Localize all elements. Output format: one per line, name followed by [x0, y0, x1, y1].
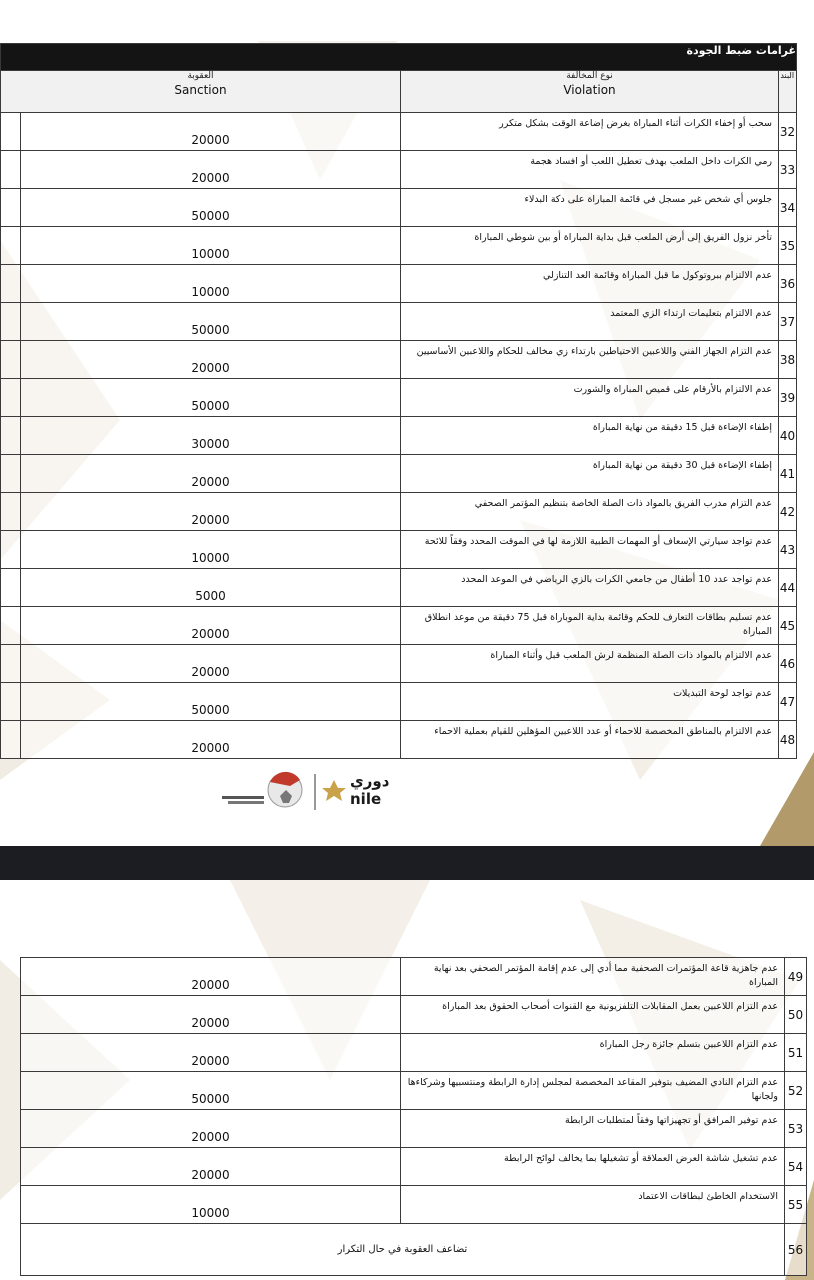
sanction-header-ar: العقوبة	[187, 71, 214, 81]
row-number: 51	[785, 1034, 807, 1072]
blank-cell	[1, 569, 21, 607]
blank-cell	[1, 341, 21, 379]
violation-text: عدم التزام اللاعبين بتسلم جائزة رجل المباراة	[401, 1034, 785, 1072]
table-row	[1, 455, 797, 493]
sanction-value: 50000	[21, 379, 401, 417]
sanction-value: 20000	[21, 341, 401, 379]
sanction-value: 20000	[21, 721, 401, 759]
table-row	[21, 958, 807, 996]
table-row	[1, 721, 797, 759]
page-separator-band	[0, 846, 814, 880]
league-logo-latin: nile	[350, 790, 382, 808]
row-number: 32	[779, 113, 797, 151]
sanction-value: 20000	[21, 607, 401, 645]
row-number: 34	[779, 189, 797, 227]
table-row	[21, 996, 807, 1034]
table-row-repeat	[21, 1224, 807, 1276]
sanction-value: 50000	[21, 1072, 401, 1110]
row-number: 44	[779, 569, 797, 607]
row-number: 55	[785, 1186, 807, 1224]
violation-text: عدم الالتزام بتعليمات ارتداء الزي المعتمد	[401, 303, 779, 341]
table-row	[1, 417, 797, 455]
table-title-row	[1, 44, 797, 71]
violation-text: عدم التزام الجهاز الفني واللاعبين الاحتياطين بارتداء زي مخالف للحكام واللاعبين الأساسيين	[401, 341, 779, 379]
row-number: 56	[785, 1224, 807, 1276]
top-margin	[0, 0, 814, 41]
fines-table-part2	[20, 957, 807, 1276]
sanction-value: 5000	[21, 569, 401, 607]
table-row	[1, 379, 797, 417]
row-number: 53	[785, 1110, 807, 1148]
row-number: 47	[779, 683, 797, 721]
sanction-value: 20000	[21, 958, 401, 996]
blank-cell	[1, 645, 21, 683]
violation-text: عدم الالتزام بالأرقام على قميص المباراة والشورت	[401, 379, 779, 417]
violation-header-ar: نوع المخالفة	[566, 71, 613, 81]
sanction-value: 20000	[21, 1110, 401, 1148]
row-number: 38	[779, 341, 797, 379]
table-row	[1, 265, 797, 303]
sanction-value: 50000	[21, 189, 401, 227]
blank-cell	[1, 721, 21, 759]
violation-text: رمي الكرات داخل الملعب بهدف تعطيل اللعب أو افساد هجمة	[401, 151, 779, 189]
sanction-header	[1, 71, 401, 113]
footer-logos	[210, 766, 410, 816]
sanction-value: 50000	[21, 303, 401, 341]
blank-cell	[1, 531, 21, 569]
table-row	[1, 303, 797, 341]
sanction-value: 20000	[21, 493, 401, 531]
violation-text: عدم تشغيل شاشة العرض العملاقة أو تشغيلها بما يخالف لوائح الرابطة	[401, 1148, 785, 1186]
row-number: 45	[779, 607, 797, 645]
num-header: البند	[779, 71, 797, 113]
violation-text: عدم تواجد لوحة التبديلات	[401, 683, 779, 721]
violation-text: جلوس أي شخص غير مسجل في قائمة المباراة على دكة البدلاء	[401, 189, 779, 227]
row-number: 41	[779, 455, 797, 493]
violation-text: سحب أو إخفاء الكرات أثناء المباراة بغرض إضاعة الوقت بشكل متكرر	[401, 113, 779, 151]
row-number: 50	[785, 996, 807, 1034]
table-header-row	[1, 71, 797, 113]
table-row	[1, 607, 797, 645]
blank-cell	[1, 113, 21, 151]
row-number: 33	[779, 151, 797, 189]
row-number: 43	[779, 531, 797, 569]
repeat-rule-text: تضاعف العقوبة في حال التكرار	[21, 1224, 785, 1276]
blank-cell	[1, 683, 21, 721]
violation-text: عدم الالتزام بالمناطق المخصصة للاحماء أو عدد اللاعبين المؤهلين للقيام بعملية الاحماء	[401, 721, 779, 759]
sanction-value: 10000	[21, 265, 401, 303]
table-row	[1, 227, 797, 265]
violation-header-en: Violation	[563, 83, 616, 97]
row-number: 48	[779, 721, 797, 759]
section-title: غرامات ضبط الجودة	[1, 44, 797, 71]
row-number: 42	[779, 493, 797, 531]
violation-text: عدم تواجد عدد 10 أطفال من جامعي الكرات بالزي الرياضي في الموعد المحدد	[401, 569, 779, 607]
blank-cell	[1, 417, 21, 455]
blank-cell	[1, 607, 21, 645]
violation-text: عدم التزام النادي المضيف بتوفير المقاعد المخصصة لمجلس إدارة الرابطة ومنتسبيها وشركاءها ولجانها	[401, 1072, 785, 1110]
violation-text: تأخر نزول الفريق إلى أرض الملعب قبل بداية المباراة أو بين شوطي المباراة	[401, 227, 779, 265]
table-row	[1, 341, 797, 379]
blank-cell	[1, 303, 21, 341]
violation-text: عدم الالتزام ببروتوكول ما قبل المباراة وقائمة العد التنازلي	[401, 265, 779, 303]
violation-text: عدم تواجد سيارتي الإسعاف أو المهمات الطبية اللازمة لها في الموقت المحدد وفقاً للائحة	[401, 531, 779, 569]
row-number: 37	[779, 303, 797, 341]
violation-text: عدم الالتزام بالمواد ذات الصلة المنظمة لرش الملعب قبل وأثناء المباراة	[401, 645, 779, 683]
violation-text: عدم التزام اللاعبين بعمل المقابلات التلفزيونية مع القنوات أصحاب الحقوق بعد المباراة	[401, 996, 785, 1034]
table-row	[1, 189, 797, 227]
sanction-value: 20000	[21, 996, 401, 1034]
table-row	[1, 113, 797, 151]
table-row	[1, 151, 797, 189]
row-number: 49	[785, 958, 807, 996]
table-row	[21, 1072, 807, 1110]
violation-text: إطفاء الإضاءة قبل 15 دقيقة من نهاية المباراة	[401, 417, 779, 455]
table-row	[21, 1148, 807, 1186]
table-body-part2	[21, 958, 807, 1224]
sanction-value: 10000	[21, 1186, 401, 1224]
blank-cell	[1, 151, 21, 189]
table-row	[1, 569, 797, 607]
table-row	[21, 1034, 807, 1072]
row-number: 35	[779, 227, 797, 265]
row-number: 54	[785, 1148, 807, 1186]
table-row	[21, 1110, 807, 1148]
sanction-value: 20000	[21, 113, 401, 151]
violation-text: عدم جاهزية قاعة المؤتمرات الصحفية مما أدي إلى عدم إقامة المؤتمر الصحفي بعد نهاية المباراة	[401, 958, 785, 996]
sanction-value: 10000	[21, 531, 401, 569]
table-row	[1, 493, 797, 531]
row-number: 40	[779, 417, 797, 455]
row-number: 39	[779, 379, 797, 417]
gold-accent	[760, 752, 814, 846]
row-number: 36	[779, 265, 797, 303]
league-logo-arabic: دوري	[350, 772, 390, 790]
violation-text: عدم توفير المرافق أو تجهيزاتها وفقاً لمتطلبات الرابطة	[401, 1110, 785, 1148]
fines-table-part1	[0, 43, 797, 759]
blank-cell	[1, 493, 21, 531]
sanction-value: 30000	[21, 417, 401, 455]
table-row	[1, 645, 797, 683]
sanction-value: 20000	[21, 1034, 401, 1072]
sanction-value: 50000	[21, 683, 401, 721]
violation-text: عدم التزام مدرب الفريق بالمواد ذات الصلة الخاصة بتنظيم المؤتمر الصحفي	[401, 493, 779, 531]
table-body-part1	[1, 113, 797, 759]
table-row	[1, 683, 797, 721]
blank-cell	[1, 455, 21, 493]
sanction-value: 20000	[21, 151, 401, 189]
violation-text: الاستخدام الخاطئ لبطاقات الاعتماد	[401, 1186, 785, 1224]
blank-cell	[1, 189, 21, 227]
blank-cell	[1, 227, 21, 265]
row-number: 52	[785, 1072, 807, 1110]
blank-cell	[1, 379, 21, 417]
violation-text: عدم تسليم بطاقات التعارف للحكم وقائمة بداية الموباراة قبل 75 دقيقة من موعد انطلاق المباراة	[401, 607, 779, 645]
sanction-value: 20000	[21, 455, 401, 493]
row-number: 46	[779, 645, 797, 683]
table-row	[1, 531, 797, 569]
blank-cell	[1, 265, 21, 303]
sanction-value: 20000	[21, 1148, 401, 1186]
sanction-value: 20000	[21, 645, 401, 683]
violation-text: إطفاء الإضاءة قبل 30 دقيقة من نهاية المباراة	[401, 455, 779, 493]
table-row	[21, 1186, 807, 1224]
sanction-value: 10000	[21, 227, 401, 265]
sanction-header-en: Sanction	[174, 83, 227, 97]
violation-header	[401, 71, 779, 113]
